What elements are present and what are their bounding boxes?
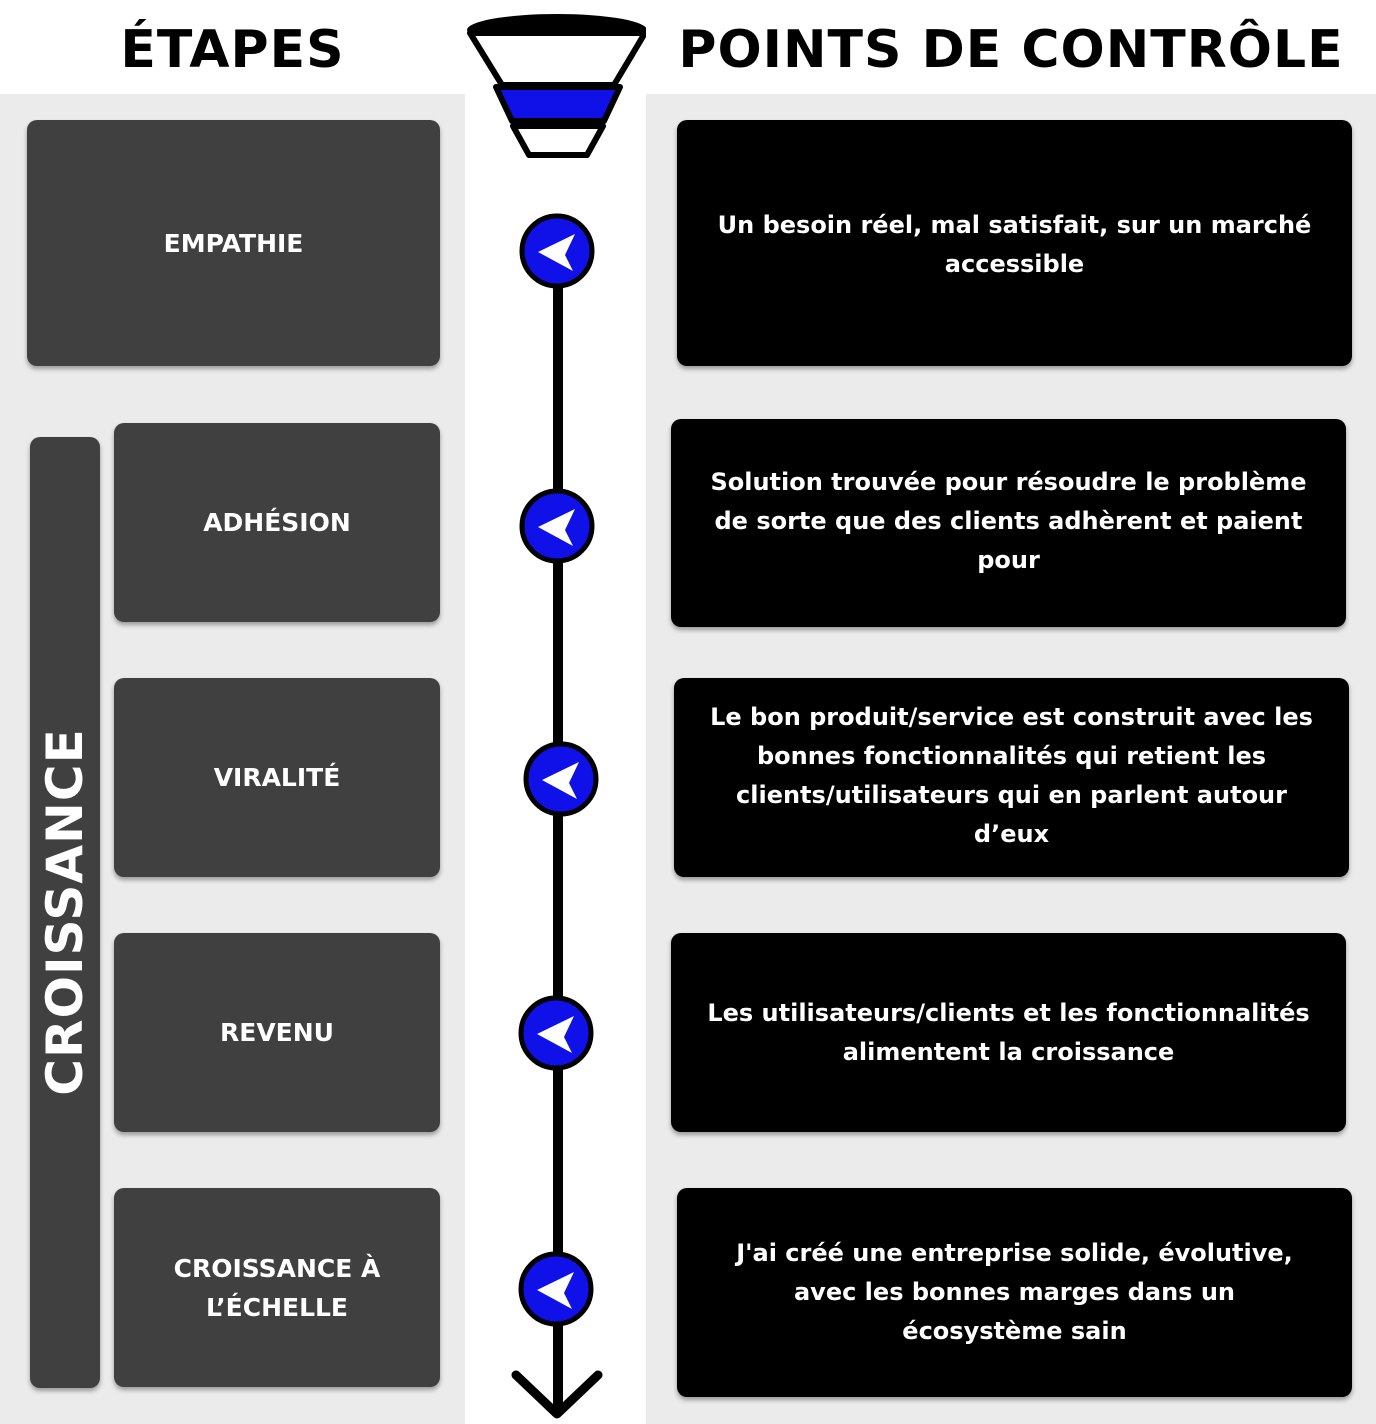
- cursor-arrow-icon: [521, 1254, 591, 1324]
- stage-adhesion: ADHÉSION: [114, 423, 440, 622]
- checkpoint-croissance-echelle: [677, 1188, 1352, 1397]
- timeline: [465, 0, 646, 1424]
- stage-empathie: EMPATHIE: [27, 120, 440, 366]
- checkpoint-empathie-text: Un besoin réel, mal satisfait, sur un marché accessible: [717, 211, 1312, 278]
- funnel-icon: [467, 14, 646, 155]
- checkpoint-empathie: [677, 120, 1352, 366]
- cursor-arrow-icon: [522, 216, 592, 286]
- checkpoints-header: POINTS DE CONTRÔLE: [678, 20, 1344, 80]
- checkpoint-revenu-text: Les utilisateurs/clients et les fonctionnalités alimentent la croissance: [707, 999, 1310, 1066]
- checkpoint-adhesion-text: Solution trouvée pour résoudre le problème de sorte que des clients adhèrent et paient pour: [710, 468, 1307, 574]
- cursor-arrow-icon: [522, 491, 592, 561]
- croissance-group-label: CROISSANCE: [36, 728, 94, 1096]
- checkpoint-viralite: [674, 678, 1349, 877]
- checkpoint-revenu: [671, 933, 1346, 1132]
- cursor-arrow-icon: [521, 998, 591, 1068]
- cursor-arrow-icon: [526, 744, 596, 814]
- stage-revenu: REVENU: [114, 933, 440, 1132]
- checkpoint-croissance-echelle-text: J'ai créé une entreprise solide, évolutive, avec les bonnes marges dans un écosystème sain: [736, 1239, 1293, 1345]
- checkpoint-viralite-text: Le bon produit/service est construit avec les bonnes fonctionnalités qui retient les clients/utilisateurs qui en parlent autour d’eux: [710, 703, 1313, 848]
- stages-header: ÉTAPES: [120, 20, 345, 80]
- stage-croissance-echelle: CROISSANCE À L’ÉCHELLE: [114, 1188, 440, 1387]
- checkpoint-adhesion: [671, 419, 1346, 627]
- stage-viralite: VIRALITÉ: [114, 678, 440, 877]
